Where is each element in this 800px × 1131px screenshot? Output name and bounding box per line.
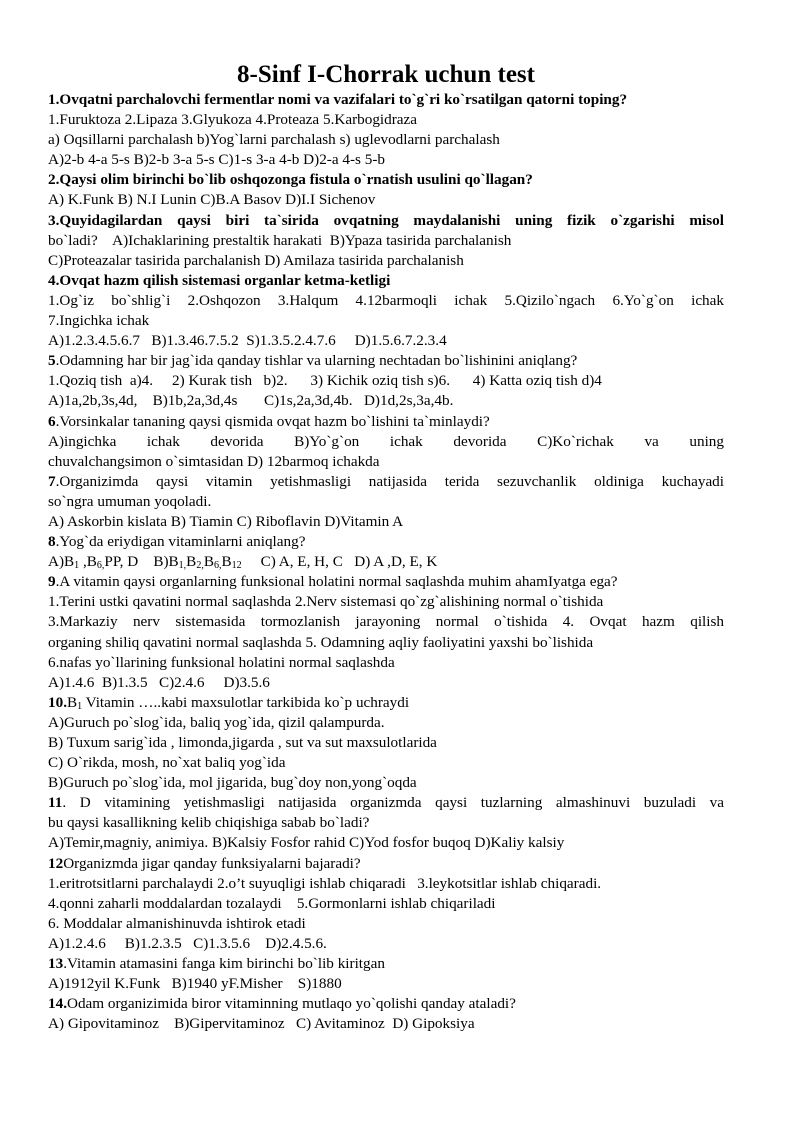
question-6-text: .Vorsinkalar tananing qaysi qismida ovqat hazm bo`lishini ta`minlaydi? [55, 412, 490, 430]
question-6 [48, 412, 724, 432]
question-4-organs: 1.Og`iz bo`shlig`i 2.Oshqozon 3.Halqum 4.12barmoqli ichak 5.Qizilo`ngach 6.Yo`g`on ichak [48, 291, 724, 309]
question-9-line3: organing shiliq qavatini normal saqlashda 5. Odamning aqliy faoliyatini yaxshi bo`lishida [48, 633, 594, 651]
question-11-text: . D vitamining yetishmasligi natijasida organizmda qaysi tuzlarning almashinuvi buzuladi va [62, 794, 724, 812]
question-11-text-cont: bu qaysi kasallikning kelib chiqishiga sabab bo`ladi? [48, 814, 370, 832]
question-12-line2: 4.qonni zaharli moddalardan tozalaydi 5.Gormonlarni ishlab chiqariladi [48, 894, 496, 912]
test-page [48, 60, 724, 1034]
subscript: 12 [231, 560, 242, 572]
question-6-answers-cont: chuvalchangsimon o`simtasidan D) 12barmoq ichakda [48, 452, 380, 470]
question-9-line1: 1.Terini ustki qavatini normal saqlashda 2.Nerv sistemasi qo`zg`alishining normal o`tishida [48, 593, 604, 611]
question-5-number: 5 [48, 352, 56, 370]
question-12-number: 12 [48, 854, 64, 872]
question-7-number: 7 [48, 472, 56, 490]
subscript: 6, [96, 560, 105, 572]
vitamin-letter: B [66, 693, 78, 711]
question-10-answer-d: B)Guruch po`slog`ida, mol jigarida, bug`doy non,yong`oqda [48, 774, 417, 792]
question-2-answers: A) K.Funk B) N.I Lunin C)B.A Basov D)I.I Sichenov [48, 191, 376, 209]
question-3-answers-ab: A)Ichaklarining prestaltik harakati B)Ypaza tasirida parchalanish [97, 231, 512, 249]
question-8-text: .Yog`da eriydigan vitaminlarni aniqlang? [55, 533, 306, 551]
answer-b-text: B [203, 553, 214, 571]
question-14-number: 14. [48, 995, 67, 1013]
question-3: 3.Quyidagilardan qaysi biri ta`sirida ovqatning maydalanishi uning fizik o`zgarishi misol [48, 211, 724, 229]
question-8 [48, 532, 724, 552]
answer-b-text: B [186, 553, 197, 571]
question-10-number: 10. [48, 693, 67, 711]
question-1: 1.Ovqatni parchalovchi fermentlar nomi va vazifalari to`g`ri ko`rsatilgan qatorni toping? [48, 91, 628, 108]
question-8-answers [48, 552, 724, 572]
answer-b-text: B [221, 553, 232, 571]
question-3-line2 [48, 231, 724, 251]
question-14-answers: A) Gipovitaminoz B)Gipervitaminoz C) Avitaminoz D) Gipoksiya [48, 1015, 475, 1033]
question-3-answers-cd: C)Proteazalar tasirida parchalanish D) Amilaza tasirida parchalanish [48, 251, 464, 269]
answer-a-text: A)B [48, 553, 75, 571]
question-9 [48, 572, 724, 592]
question-14-text: Odam organizimida biror vitaminning mutlaqo yo`qolishi qanday ataladi? [66, 995, 516, 1013]
question-7-text: .Organizimda qaysi vitamin yetishmasligi natijasida terida sezuvchanlik oldiniga kuchayadi [55, 472, 724, 490]
answer-b-text: PP, D B)B [104, 553, 179, 571]
question-5-answers: A)1a,2b,3s,4d, B)1b,2a,3d,4s C)1s,2a,3d,4b. D)1d,2s,3a,4b. [48, 392, 454, 410]
question-10-answer-a: A)Guruch po`slog`ida, baliq yog`ida, qizil qalampurda. [48, 713, 385, 731]
question-11-number: 11 [48, 794, 63, 812]
question-12-line1: 1.eritrotsitlarni parchalaydi 2.o’t suyuqligi ishlab chiqaradi 3.leykotsitlar ishlab chiqaradi. [48, 874, 602, 892]
question-9-number: 9 [48, 573, 56, 591]
question-13-number: 13 [48, 955, 64, 973]
subscript: 6, [213, 560, 222, 572]
question-11-answers: A)Temir,magniy, animiya. B)Kalsiy Fosfor rahid C)Yod fosfor buqoq D)Kaliy kalsiy [48, 834, 565, 852]
subscript: 1, [178, 560, 187, 572]
question-6-number: 6 [48, 412, 56, 430]
question-7-answers: A) Askorbin kislata B) Tiamin C) Riboflavin D)Vitamin A [48, 512, 404, 530]
question-3-cont: bo`ladi? [48, 231, 98, 249]
subscript: 1 [77, 700, 83, 712]
question-5-text: .Odamning har bir jag`ida qanday tishlar va ularning nechtadan bo`lishinini aniqlang? [55, 352, 578, 370]
question-13-text: .Vitamin atamasini fanga kim birinchi bo`lib kiritgan [63, 955, 385, 973]
question-10-answer-b: B) Tuxum sarig`ida , limonda,jigarda , sut va sut maxsulotlarida [48, 734, 437, 751]
question-7 [48, 472, 724, 492]
question-9-line4: 6.nafas yo`llarining funksional holatini normal saqlashda [48, 653, 395, 671]
question-4: 4.Ovqat hazm qilish sistemasi organlar ketma-ketligi [48, 271, 391, 289]
question-9-text: .A vitamin qaysi organlarning funksional holatini normal saqlashda muhim ahamIyatga ega? [55, 573, 618, 591]
question-7-text-cont: so`ngra umuman yoqoladi. [48, 492, 212, 510]
question-1-functions: a) Oqsillarni parchalash b)Yog`larni parchalash s) uglevodlarni parchalash [48, 131, 500, 149]
question-2: 2.Qaysi olim birinchi bo`lib oshqozonga fistula o`rnatish usulini qo`llagan? [48, 171, 533, 189]
question-5 [48, 351, 724, 371]
question-14 [48, 994, 724, 1014]
question-1-options: 1.Furuktoza 2.Lipaza 3.Glyukoza 4.Proteaza 5.Karbogidraza [48, 111, 418, 129]
subscript: 1 [74, 560, 80, 572]
question-13 [48, 954, 724, 974]
question-9-answers: A)1.4.6 B)1.3.5 C)2.4.6 D)3.5.6 [48, 673, 270, 691]
question-1-answers: A)2-b 4-a 5-s B)2-b 3-a 5-s C)1-s 3-a 4-b D)2-a 4-s 5-b [48, 151, 385, 169]
question-10-text: Vitamin …..kabi maxsulotlar tarkibida ko`p uchraydi [82, 693, 410, 711]
question-12 [48, 854, 724, 874]
question-12-text: Organizmda jigar qanday funksiyalarni bajaradi? [63, 854, 361, 872]
question-8-number: 8 [48, 533, 56, 551]
question-6-answers: A)ingichka ichak devorida B)Yo`g`on ichak devorida C)Ko`richak va uning [48, 432, 724, 450]
question-10 [48, 693, 724, 713]
question-5-teeth: 1.Qoziq tish a)4. 2) Kurak tish b)2. 3) Kichik oziq tish s)6. 4) Katta oziq tish d)4 [48, 372, 602, 390]
answer-a-text: ,B [79, 553, 97, 571]
page-title: 8-Sinf I-Chorrak uchun test [237, 61, 535, 88]
question-4-answers: A)1.2.3.4.5.6.7 B)1.3.46.7.5.2 S)1.3.5.2.4.7.6 D)1.5.6.7.2.3.4 [48, 332, 447, 350]
question-13-answers: A)1912yil K.Funk B)1940 yF.Misher S)1880 [48, 975, 342, 993]
question-12-line3: 6. Moddalar almanishinuvda ishtirok etadi [48, 914, 306, 932]
question-9-line2: 3.Markaziy nerv sistemasida tormozlanish jarayoning normal o`tishida 4. Ovqat hazm qilish [48, 613, 724, 631]
question-4-organs-cont: 7.Ingichka ichak [48, 312, 150, 330]
question-12-answers: A)1.2.4.6 B)1.2.3.5 C)1.3.5.6 D)2.4.5.6. [48, 934, 327, 952]
answer-cd-text: C) A, E, H, C D) A ,D, E, K [241, 553, 438, 571]
question-11 [48, 793, 724, 813]
question-10-answer-c: C) O`rikda, mosh, no`xat baliq yog`ida [48, 754, 286, 772]
subscript: 2, [196, 560, 204, 572]
